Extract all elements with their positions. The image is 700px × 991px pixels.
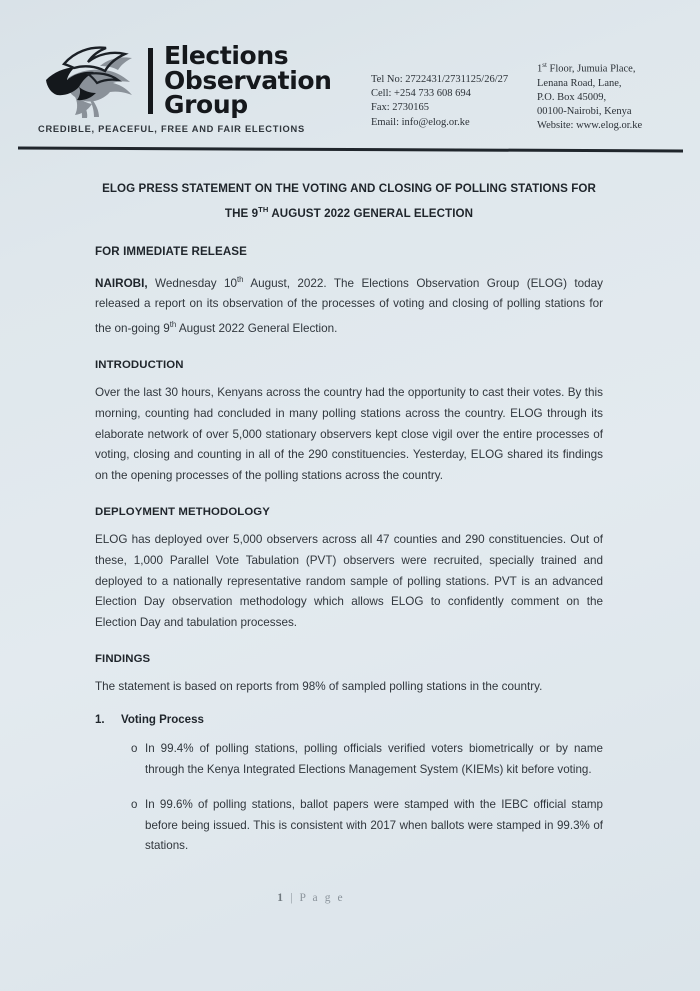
floor-rest: Floor, Jumuia Place,: [546, 63, 636, 75]
item-title: Voting Process: [121, 713, 204, 726]
section-heading-introduction: INTRODUCTION: [95, 359, 184, 372]
title-line-1: ELOG PRESS STATEMENT ON THE VOTING AND CLOSING OF POLLING STATIONS FOR: [102, 182, 596, 195]
contact-floor: [537, 58, 642, 77]
footer-separator: |: [290, 892, 295, 904]
section-heading-deployment: DEPLOYMENT METHODOLOGY: [95, 506, 270, 519]
findings-item-voting-process: [95, 714, 603, 726]
logo-divider: [148, 48, 153, 114]
title-ordinal-suffix: TH: [258, 205, 269, 214]
contact-road: Lenana Road, Lane,: [537, 77, 622, 89]
dateline: NAIROBI,: [95, 276, 148, 290]
lead-ordinal-2: th: [169, 319, 177, 329]
dove-logo-icon: [38, 44, 146, 118]
floor-number: 1: [537, 63, 543, 75]
organization-tagline: CREDIBLE, PEACEFUL, FREE AND FAIR ELECTIONS: [38, 124, 305, 134]
section-heading-findings: FINDINGS: [95, 653, 151, 666]
title-line-2-post: AUGUST 2022 GENERAL ELECTION: [268, 206, 474, 220]
org-name-line-1: Elections: [164, 41, 289, 71]
contact-details-right: [537, 58, 642, 134]
org-name-line-3: Group: [164, 90, 248, 120]
footer-page-label: P a g e: [299, 892, 345, 904]
header-divider-rule: [18, 147, 683, 153]
organization-logo-block: [38, 41, 338, 134]
list-item: [131, 739, 603, 780]
introduction-paragraph: Over the last 30 hours, Kenyans across the country had the opportunity to cast their votes. By this morning, counting had concluded in many polling stations across the country. ELOG through its elaborate network of over 5,000 stationary observers kept close vigil over the entire processes of voting, closing and counting in all of the 290 constituencies. Yesterday, ELOG shared its findings on the opening processes of the polling stations across the country.: [95, 386, 603, 482]
findings-paragraph: The statement is based on reports from 98% of sampled polling stations in the country.: [95, 680, 543, 694]
bullet-marker-icon: o: [131, 742, 138, 755]
footer-page-number: 1: [277, 892, 286, 904]
floor-ordinal-suffix: st: [542, 61, 547, 69]
page-title: [95, 178, 603, 224]
item-number: 1.: [95, 713, 105, 726]
lead-text-post: August 2022 General Election.: [176, 321, 338, 335]
deployment-paragraph: ELOG has deployed over 5,000 observers across all 47 counties and 290 constituencies. Out of these, 1,000 Parallel Vote Tabulation (PVT) observers were recruited, specially trained and deployed to a nationally representative random sample of polling stations. PVT is an advanced Election Day observation methodology which allows ELOG to confidently comment on the Election Day and tabulation processes.: [95, 533, 603, 629]
page-footer: [0, 892, 700, 904]
organization-name: [164, 41, 332, 120]
lead-text-mid: August, 2022. The Elections Observation Group (ELOG) today released a report on its observation of the processes of voting and closing of polling stations for the on-going 9: [95, 276, 603, 335]
letterhead: [0, 0, 700, 150]
contact-website: Website: www.elog.or.ke: [537, 120, 643, 132]
lead-text-pre: Wednesday 10: [147, 276, 237, 290]
lead-paragraph: [95, 270, 603, 340]
contact-email: Email: info@elog.or.ke: [371, 116, 470, 128]
contact-po-box: P.O. Box 45009,: [537, 91, 607, 103]
contact-fax: Fax: 2730165: [371, 102, 430, 114]
contact-details-left: [371, 73, 508, 130]
contact-tel: Tel No: 2722431/2731125/26/27: [371, 74, 509, 85]
document-body: [95, 178, 603, 857]
findings-bullet-list: [95, 739, 603, 857]
lead-ordinal-1: th: [237, 274, 244, 284]
release-label: FOR IMMEDIATE RELEASE: [95, 244, 247, 258]
bullet-text: In 99.6% of polling stations, ballot papers were stamped with the IEBC official stamp before being issued. This is consistent with 2017 when ballots were stamped in 99.3% of stations.: [145, 798, 603, 853]
list-item: [131, 795, 603, 857]
bullet-text: In 99.4% of polling stations, polling officials verified voters biometrically or by name through the Kenya Integrated Elections Management System (KIEMs) kit before voting.: [145, 741, 603, 776]
contact-city: 00100-Nairobi, Kenya: [537, 106, 632, 118]
title-line-2-pre: THE 9: [224, 206, 259, 220]
contact-cell: Cell: +254 733 608 694: [371, 88, 471, 100]
bullet-marker-icon: o: [131, 799, 138, 812]
org-name-line-2: Observation: [164, 65, 332, 95]
